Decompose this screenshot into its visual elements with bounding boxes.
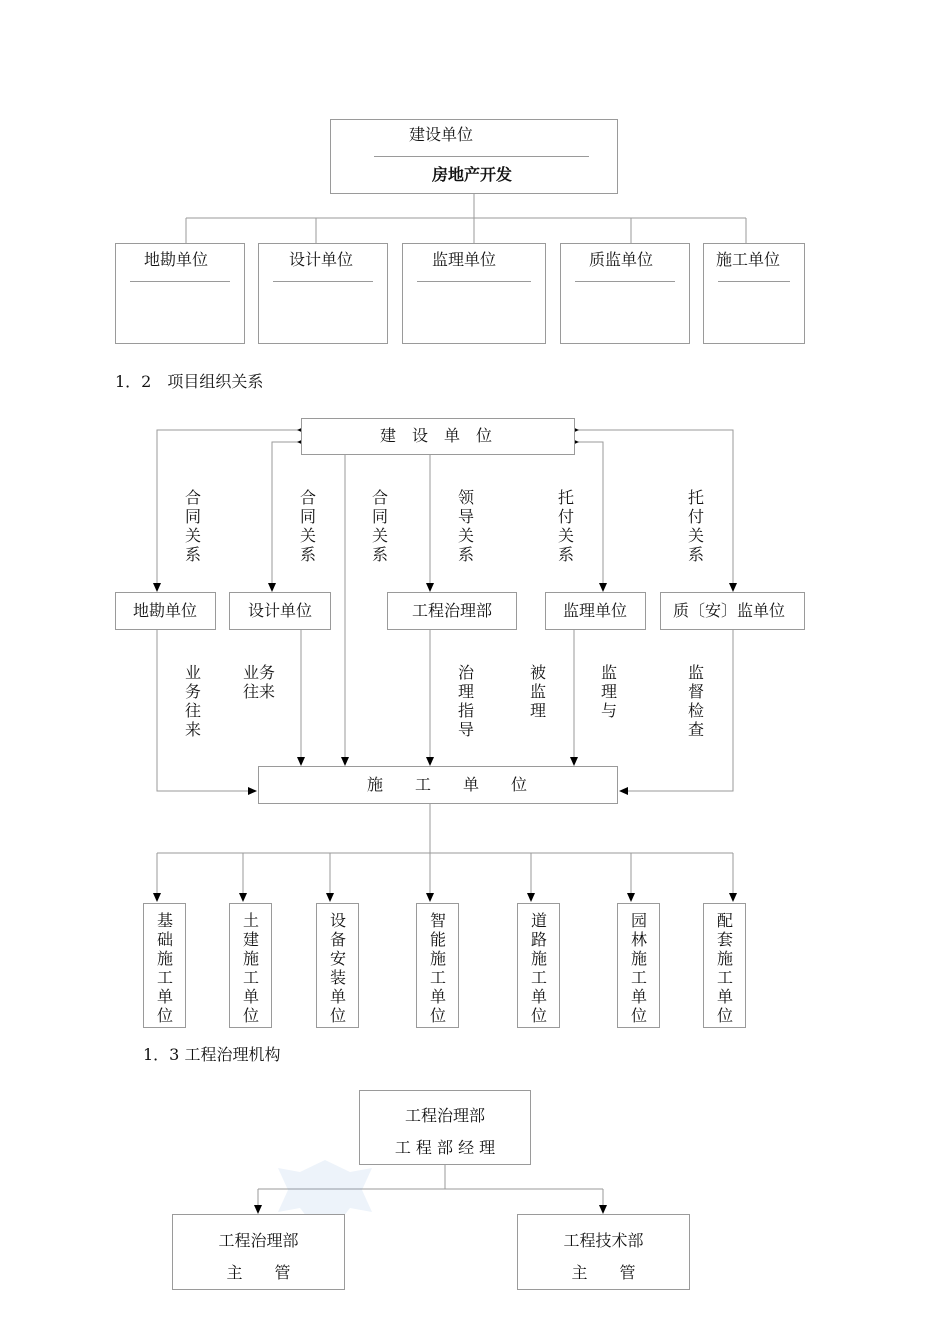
subunit-label: 智能施工单位 (429, 911, 446, 1025)
unit-box-supervision (402, 243, 546, 344)
subunit-label: 配套施工单位 (716, 911, 733, 1025)
subunit-box-equipment (316, 903, 359, 1028)
entrust-relation-label: 托付关系 (557, 488, 574, 564)
subunit-box-ancillary (703, 903, 746, 1028)
contract-relation-label: 合同关系 (371, 488, 388, 564)
mgmt-left-title: 工程治理部 (218, 1231, 299, 1250)
unit-underline (417, 281, 531, 282)
unit-box-design (258, 243, 388, 344)
unit-box-construction (703, 243, 805, 344)
subunit-label: 园林施工单位 (630, 911, 647, 1025)
lead-relation-label: 领导关系 (457, 488, 474, 564)
unit-underline (273, 281, 373, 282)
mgmt-right-title: 工程技术部 (563, 1231, 644, 1250)
inspection-relation-label: 监督检查 (687, 663, 704, 739)
unit-underline (575, 281, 675, 282)
contract-relation-label: 合同关系 (299, 488, 316, 564)
unit-label: 施工单位 (716, 250, 781, 269)
mgmt-top-role: 工 程 部 经 理 (394, 1138, 496, 1157)
mgmt-top-title: 工程治理部 (404, 1106, 485, 1125)
quality-unit-label: 质〔安〕监单位 (673, 601, 786, 620)
unit-underline (718, 281, 790, 282)
contractor-box (258, 766, 618, 804)
subunit-box-foundation (143, 903, 186, 1028)
design-unit-label: 设计单位 (248, 601, 313, 620)
section-heading-1-2: 1．2 项目组织关系 (115, 372, 264, 391)
unit-label: 地勘单位 (144, 250, 209, 269)
client-divider (374, 156, 589, 157)
mgmt-left-box (172, 1214, 345, 1290)
supervision-unit-label: 监理单位 (563, 601, 628, 620)
business-relation-label: 业务往来 (184, 663, 201, 739)
unit-label: 设计单位 (289, 250, 354, 269)
survey-unit-box (115, 592, 216, 630)
subunit-label: 设备安装单位 (329, 911, 346, 1025)
supervision-unit-box (545, 592, 646, 630)
mgmt-dept-box (387, 592, 517, 630)
quality-unit-box (660, 592, 805, 630)
client-unit-label: 建 设 单 位 (380, 426, 493, 445)
subunit-label: 土建施工单位 (242, 911, 259, 1025)
client-label: 建设单位 (409, 125, 474, 144)
mgmt-right-box (517, 1214, 690, 1290)
guidance-relation-label: 治理指导 (457, 663, 474, 739)
client-box (330, 119, 618, 194)
unit-box-survey (115, 243, 245, 344)
unit-label: 监理单位 (432, 250, 497, 269)
mgmt-right-role: 主 管 (571, 1263, 636, 1282)
entrust-relation-label: 托付关系 (687, 488, 704, 564)
design-unit-box (229, 592, 331, 630)
subunit-box-road (517, 903, 560, 1028)
client-unit-box (301, 418, 575, 455)
section-heading-1-3: 1．3 工程治理机构 (143, 1045, 281, 1064)
contract-relation-label: 合同关系 (184, 488, 201, 564)
business-relation-label: 业务往来 (242, 663, 275, 701)
subunit-label: 基础施工单位 (156, 911, 173, 1025)
unit-label: 质监单位 (589, 250, 654, 269)
subunit-box-landscape (617, 903, 660, 1028)
unit-underline (130, 281, 230, 282)
mgmt-top-box (359, 1090, 531, 1165)
survey-unit-label: 地勘单位 (133, 601, 198, 620)
contractor-label: 施 工 单 位 (367, 775, 528, 794)
mgmt-left-role: 主 管 (226, 1263, 291, 1282)
supervision-relation-label: 监理与 (600, 663, 617, 720)
supervised-relation-label: 被监理 (529, 663, 546, 720)
subunit-box-intelligent (416, 903, 459, 1028)
subunit-box-civil (229, 903, 272, 1028)
unit-box-quality (560, 243, 690, 344)
mgmt-dept-label: 工程治理部 (412, 601, 493, 620)
client-name: 房地产开发 (432, 165, 513, 184)
subunit-label: 道路施工单位 (530, 911, 547, 1025)
